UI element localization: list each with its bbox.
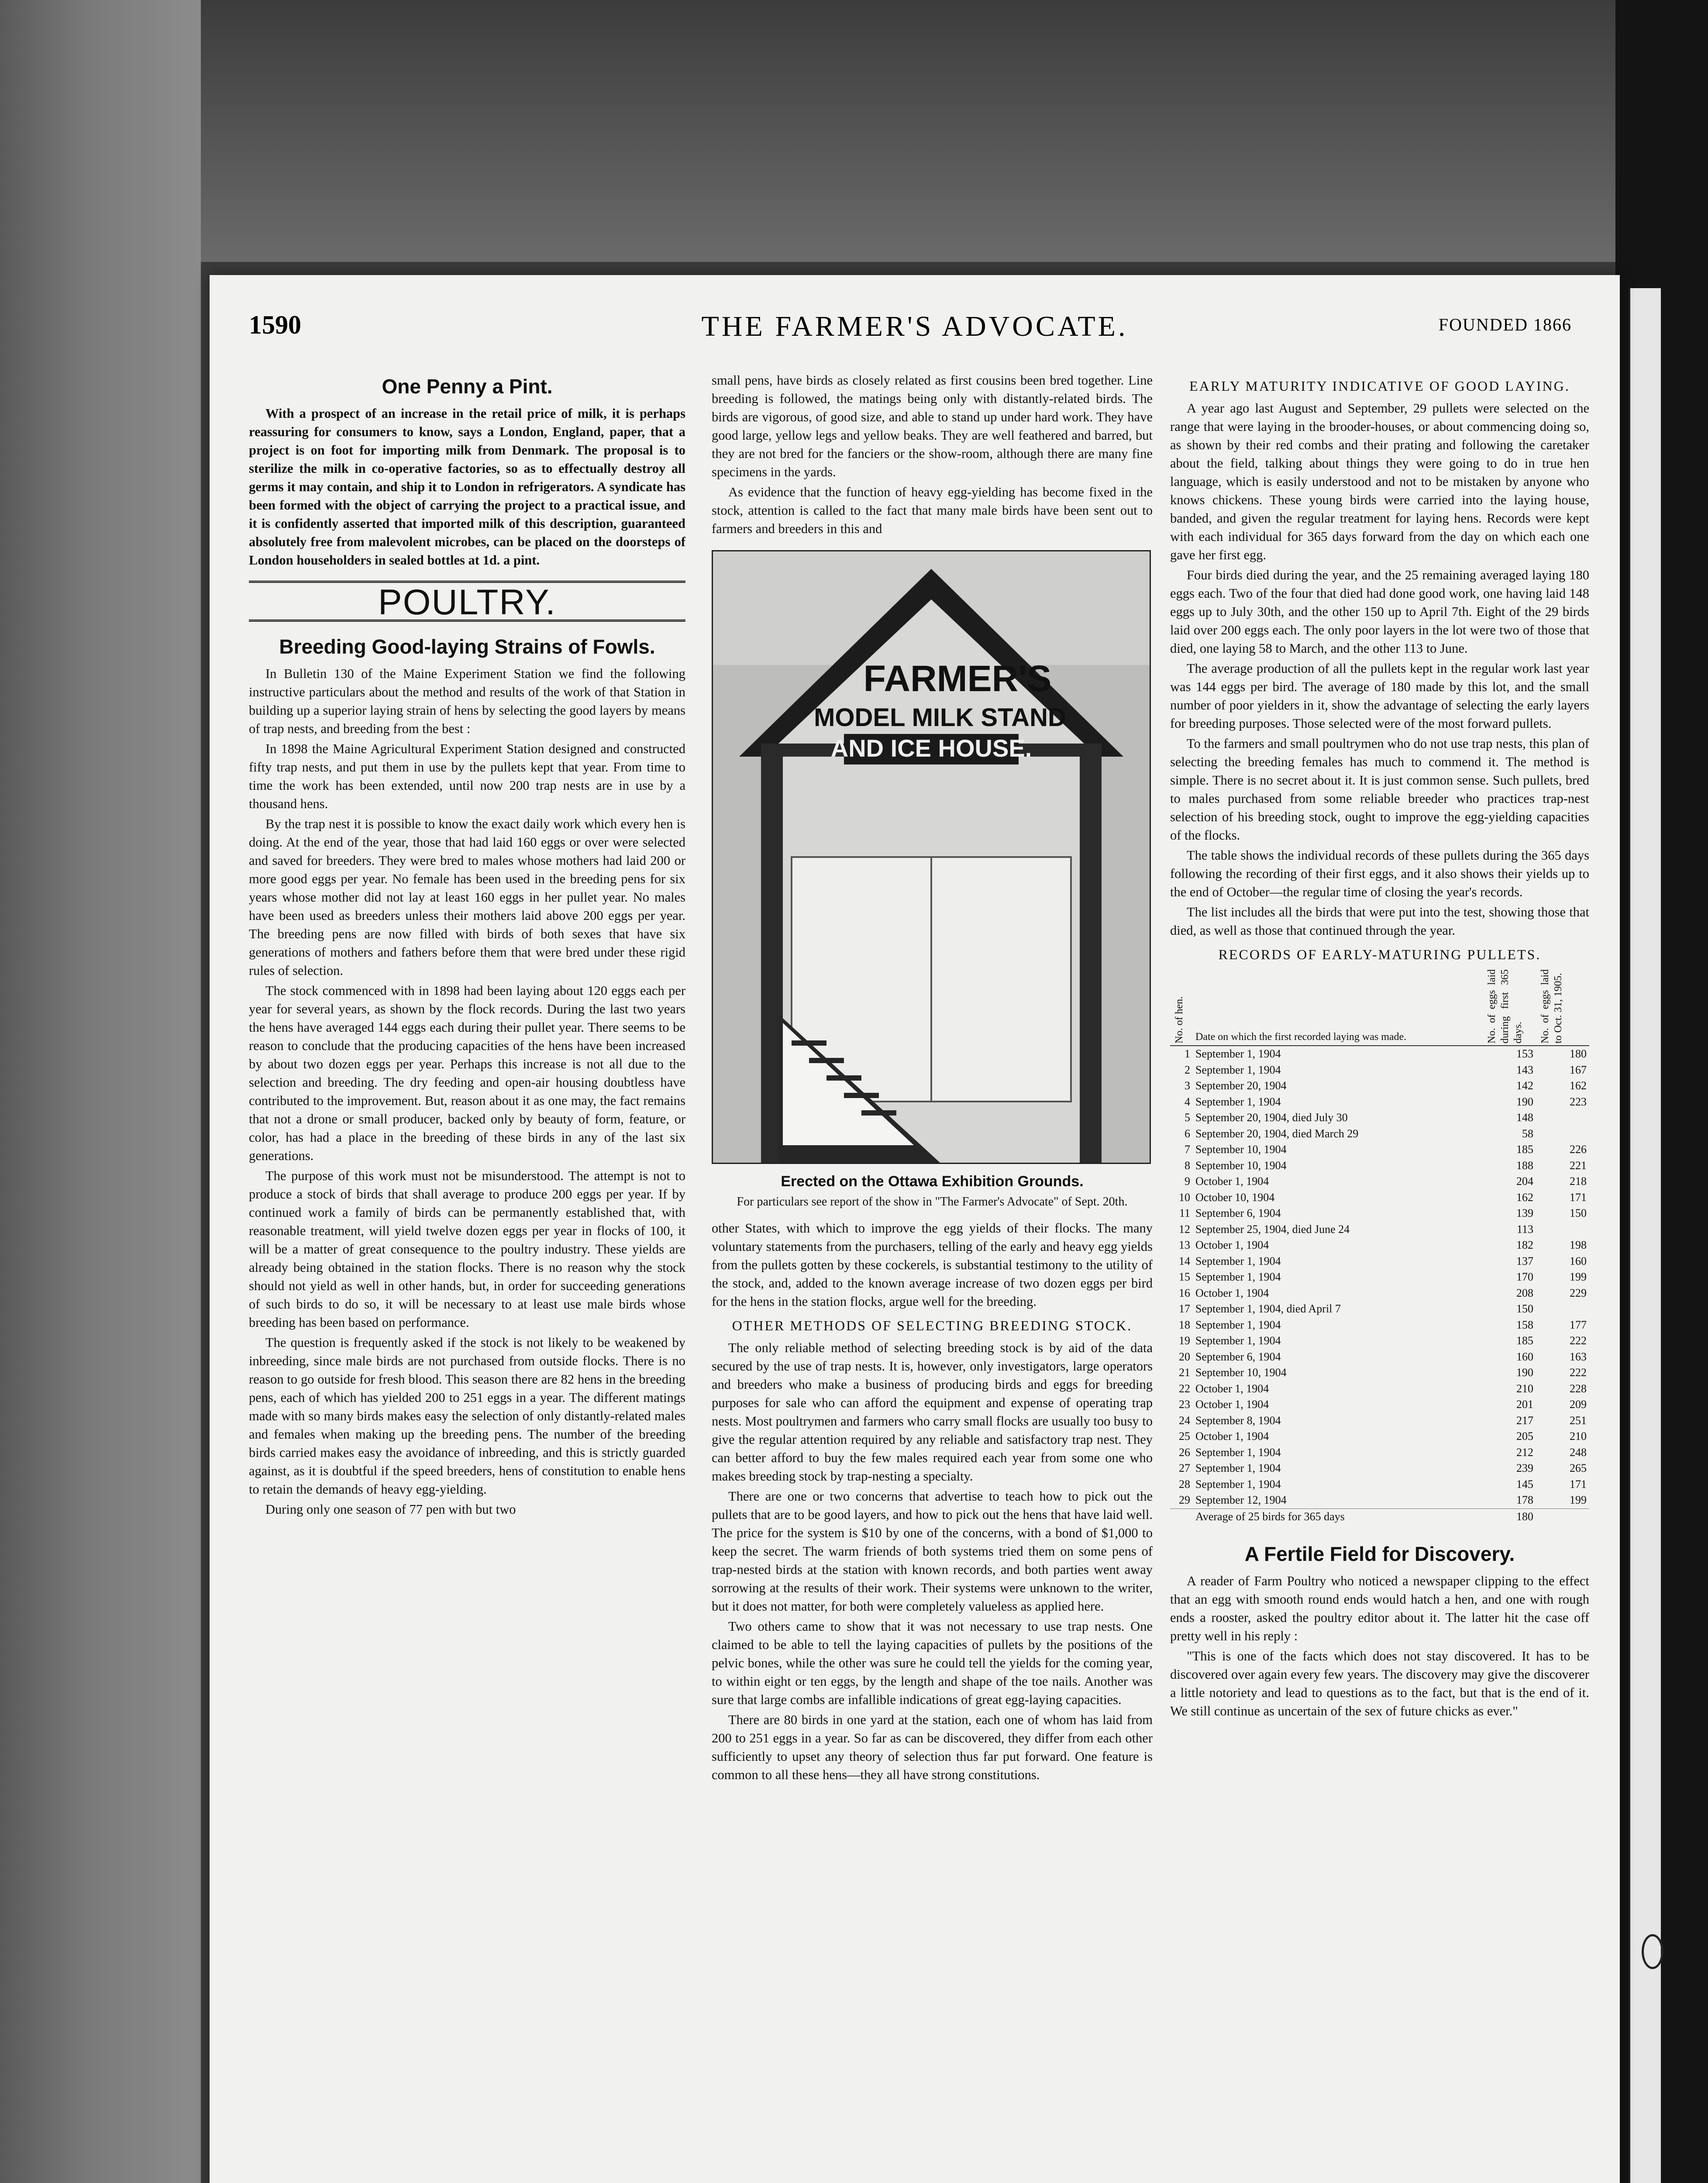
- paragraph: The table shows the individual records of these pullets during the 365 days following the recording of their first eggs, and it also shows their yields up to the end of October—the regular time of closing the year's records.: [1170, 848, 1589, 899]
- header-hen-number: No. of hen.: [1170, 968, 1193, 1046]
- date-cell: September 1, 1904: [1195, 1334, 1281, 1347]
- paragraph: With a prospect of an increase in the retail price of milk, it is perhaps reassuring for consumers to know, says a London, England, paper, that a project is on foot for importing milk from Denmark. The proposal is to sterilize the milk in co-operative factories, so as to effectually destroy all germs it may contain, and ship it to London in refrigerators. A syndicate has been formed with the object of carrying the project to a practical issue, and it is confidently asserted that imported milk of this description, guaranteed absolutely free from malevolent microbes, can be placed on the doorsteps of London householders in sealed bottles at 1d. a pint.: [249, 406, 685, 568]
- column-right: [1170, 371, 1589, 1722]
- eggs-365-cell: 170: [1516, 1271, 1533, 1283]
- table-row: [1170, 1126, 1589, 1142]
- table-row: [1170, 1365, 1589, 1381]
- eggs-oct31-cell: 162: [1570, 1079, 1587, 1092]
- eggs-oct31-cell: 171: [1570, 1191, 1587, 1204]
- poultry-section-title: POULTRY.: [249, 581, 685, 622]
- date-cell: September 1, 1904, died April 7: [1195, 1302, 1341, 1315]
- eggs-oct31-cell: 177: [1570, 1318, 1587, 1331]
- newspaper-page: [210, 275, 1620, 2183]
- date-cell: September 1, 1904: [1195, 1271, 1281, 1283]
- table-row: [1170, 1094, 1589, 1110]
- scan-background-left: [0, 0, 201, 2183]
- date-cell: September 1, 1904: [1195, 1477, 1281, 1491]
- date-cell: September 1, 1904: [1195, 1047, 1281, 1060]
- eggs-oct31-cell: [1536, 1126, 1589, 1142]
- date-cell: September 10, 1904: [1195, 1366, 1287, 1379]
- table-row: [1170, 1349, 1589, 1365]
- table-row: [1170, 1062, 1589, 1078]
- date-cell: September 12, 1904: [1195, 1494, 1287, 1506]
- eggs-365-cell: 185: [1516, 1334, 1533, 1347]
- table-row: [1170, 1460, 1589, 1477]
- average-label: Average of 25 birds for 365 days: [1193, 1508, 1483, 1525]
- eggs-oct31-cell: 180: [1570, 1047, 1587, 1060]
- date-cell: September 1, 1904: [1195, 1063, 1281, 1076]
- paragraph: Four birds died during the year, and the 25 remaining averaged laying 180 eggs each. Two of the four that died had done good work, one having laid 148 eggs up to July 30th, and the other 150 up to April 7th. Eight of the 29 birds laid over 200 eggs each. The only poor layers in the lot were two of those that died, one laying 58 to March, and the other 113 to June.: [1170, 568, 1589, 656]
- date-cell: September 1, 1904: [1195, 1318, 1281, 1331]
- eggs-365-cell: 178: [1516, 1494, 1533, 1506]
- eggs-oct31-cell: 210: [1570, 1430, 1587, 1443]
- paragraph: By the trap nest it is possible to know the exact daily work which every hen is doing. At the end of the year, those that had laid 160 eggs or over were selected and saved for breeders. They were bred to males whose mothers had laid 200 or more good eggs per year. No female has been used in the breeding pens for six years whose mother did not lay at least 160 eggs in her pullet year. No males have been used as breeders unless their mothers laid above 200 eggs per year. The breeding pens are now filled with birds of both sexes that have six generations of mothers and fathers before them that were bred under these rigid rules of selection.: [249, 816, 685, 978]
- table-row: [1170, 1078, 1589, 1094]
- hen-number-cell: 23: [1179, 1398, 1190, 1411]
- hen-number-cell: 16: [1179, 1286, 1190, 1299]
- eggs-365-cell: 212: [1516, 1446, 1533, 1459]
- paragraph: There are one or two concerns that advertise to teach how to pick out the pullets that are to be good layers, and how to pick out the hens that have laid well. The price for the system is $10 by one of the concerns, with a bond of $1,000 to keep the secret. The warm friends of both systems tried them on some pens of trap-nested birds at the station with known records, and both parties went away sorrowing at the results of their work. Their systems were unknown to the writer, but it does not matter, for both were completely valueless as applied here.: [712, 1489, 1153, 1614]
- milk-stand-illustration: [713, 551, 1150, 1163]
- paragraph: The average production of all the pullets kept in the regular work last year was 144 eggs per bird. The average of 180 made by this lot, and the small number of poor yielders in it, show the advantage of selecting the early layers for breeding purposes. Those selected were of the most forward pullets.: [1170, 661, 1589, 731]
- eggs-365-cell: 190: [1516, 1366, 1533, 1379]
- founded-label: FOUNDED 1866: [1438, 315, 1572, 334]
- paragraph: other States, with which to improve the egg yields of their flocks. The many voluntary statements from the purchasers, telling of the early and heavy egg yields from the pullets gotten by these cockerels, is substantial testimony to the utility of the stock, and, added to the known average increase of two dozen eggs per bird for the hens in the station flocks, argue well for the breeding.: [712, 1221, 1153, 1309]
- scan-background-top: [0, 0, 1708, 262]
- eggs-oct31-cell: 221: [1570, 1159, 1587, 1172]
- eggs-365-cell: 143: [1516, 1063, 1533, 1076]
- hen-number-cell: 20: [1179, 1350, 1190, 1363]
- paragraph: In Bulletin 130 of the Maine Experiment Station we find the following instructive particulars about the method and results of the work of that Station in building up a superior laying strain of hens by selecting the good layers by means of trap nests, and breeding from the best :: [249, 666, 685, 736]
- hen-number-cell: 26: [1179, 1446, 1190, 1459]
- paragraph: The only reliable method of selecting breeding stock is by aid of the data secured by the use of trap nests. It is, however, only investigators, large operators and breeders who make a business of producing birds and eggs for breeding purposes for sale who can afford the equipment and expense of operating trap nests. Most poultrymen and farmers who carry small flocks are usually too busy to give the regular attention required by any reliable and satisfactory trap nest. They can better afford to buy the few males required each year from some one who makes breeding stock by trap-nesting a specialty.: [712, 1340, 1153, 1484]
- eggs-oct31-cell: 223: [1570, 1095, 1587, 1108]
- date-cell: September 6, 1904: [1195, 1350, 1281, 1363]
- eggs-365-cell: 185: [1516, 1143, 1533, 1156]
- eggs-365-cell: 182: [1516, 1239, 1533, 1251]
- eggs-oct31-cell: 265: [1570, 1462, 1587, 1474]
- eggs-365-cell: 137: [1516, 1254, 1533, 1267]
- eggs-oct31-cell: 163: [1570, 1350, 1587, 1363]
- paragraph: In 1898 the Maine Agricultural Experiment Station designed and constructed fifty trap nests, and put them in use by the pullets kept that year. From time to time the work has been extended, until now 200 trap nests are in use by a thousand hens.: [249, 741, 685, 811]
- hen-number-cell: 9: [1185, 1175, 1190, 1188]
- hen-number-cell: 25: [1179, 1430, 1190, 1443]
- header-first-laying-date: Date on which the first recorded laying was made.: [1193, 968, 1483, 1046]
- date-cell: September 1, 1904: [1195, 1254, 1281, 1267]
- eggs-365-cell: 158: [1516, 1318, 1533, 1331]
- eggs-oct31-cell: 248: [1570, 1446, 1587, 1459]
- paragraph: The list includes all the birds that were put into the test, showing those that died, as well as those that continued through the year.: [1170, 905, 1589, 938]
- hen-number-cell: 19: [1179, 1334, 1190, 1347]
- empty-cell: [1170, 1508, 1193, 1525]
- page-header: [210, 310, 1620, 362]
- column-middle: [712, 371, 1153, 1786]
- date-cell: October 1, 1904: [1195, 1382, 1269, 1395]
- hen-number-cell: 22: [1179, 1382, 1190, 1395]
- eggs-oct31-cell: [1536, 1110, 1589, 1126]
- hen-number-cell: 14: [1179, 1254, 1190, 1267]
- paragraph: A year ago last August and September, 29 pullets were selected on the range that were laying in the brooder-houses, or about commencing doing so, as shown by their red combs and their prating and following the caretaker about the field, talking about things they were going to do in true hen language, which is easily understood and not to be mistaken by anyone who knows chickens. These young birds were carried into the laying house, banded, and given the regular treatment for laying hens. Records were kept with each individual for 365 days forward from the day on which each one gave her first egg.: [1170, 401, 1589, 562]
- table-row: [1170, 1158, 1589, 1174]
- eggs-365-cell: 205: [1516, 1430, 1533, 1443]
- paragraph: Two others came to show that it was not necessary to use trap nests. One claimed to be able to tell the laying capacities of pullets by the positions of the pelvic bones, while the other was sure he could tell the yields for the coming year, to within eight or ten eggs, by the length and shape of the toe nails. Another was sure that large combs are infallible indications of great egg-laying capacities.: [712, 1619, 1153, 1707]
- hen-number-cell: 17: [1179, 1302, 1190, 1315]
- early-maturity-title: EARLY MATURITY INDICATIVE OF GOOD LAYING.: [1189, 378, 1570, 394]
- milk-article-title: One Penny a Pint.: [382, 375, 553, 398]
- eggs-365-cell: 162: [1516, 1191, 1533, 1204]
- eggs-365-cell: 239: [1516, 1462, 1533, 1474]
- date-cell: October 1, 1904: [1195, 1175, 1269, 1188]
- table-row: [1170, 1429, 1589, 1445]
- hen-number-cell: 10: [1179, 1191, 1190, 1204]
- hen-number-cell: 28: [1179, 1477, 1190, 1491]
- paragraph: There are 80 birds in one yard at the station, each one of whom has laid from 200 to 251 eggs in a year. So far as can be discovered, they differ from each other sufficiently to upset any theory of selection thus far put forward. One feature is common to all these hens—they all have strong constitutions.: [712, 1712, 1153, 1782]
- page-number: 1590: [249, 310, 301, 339]
- table-row: [1170, 1190, 1589, 1206]
- date-cell: September 1, 1904: [1195, 1446, 1281, 1459]
- date-cell: September 20, 1904, died March 29: [1195, 1127, 1359, 1140]
- date-cell: September 10, 1904: [1195, 1143, 1287, 1156]
- hen-number-cell: 8: [1185, 1159, 1190, 1172]
- table-row: [1170, 1253, 1589, 1270]
- hen-number-cell: 5: [1185, 1111, 1190, 1124]
- eggs-oct31-cell: 222: [1570, 1366, 1587, 1379]
- records-table-body: [1170, 1046, 1589, 1525]
- records-table: [1170, 968, 1589, 1525]
- table-row: [1170, 1237, 1589, 1253]
- table-row: [1170, 1477, 1589, 1493]
- eggs-365-cell: 160: [1516, 1350, 1533, 1363]
- date-cell: September 25, 1904, died June 24: [1195, 1222, 1350, 1236]
- hen-number-cell: 2: [1185, 1063, 1190, 1076]
- eggs-oct31-cell: 251: [1570, 1414, 1587, 1427]
- eggs-oct31-cell: 229: [1570, 1286, 1587, 1299]
- adjacent-page-edge: [1629, 288, 1661, 2183]
- paragraph: small pens, have birds as closely related as first cousins been bred together. Line breeding is followed, the matings being only with distantly-related birds. The birds are vigorous, of good size, and able to stand up under hard work. They have good large, yellow legs and yellow beaks. They are well feathered and barred, but they are not bred for the fanciers or the show-room, although there are many fine specimens in the yards.: [712, 373, 1153, 479]
- table-row: [1170, 1492, 1589, 1508]
- eggs-oct31-cell: 150: [1570, 1207, 1587, 1219]
- paragraph: A reader of Farm Poultry who noticed a newspaper clipping to the effect that an egg with smooth round ends would hatch a hen, and one with rough ends a rooster, asked the poultry editor about it. The latter hit the case off pretty well in his reply :: [1170, 1574, 1589, 1643]
- other-methods-title: OTHER METHODS OF SELECTING BREEDING STOCK.: [732, 1318, 1133, 1333]
- column-left: [249, 371, 685, 1520]
- eggs-oct31-cell: 226: [1570, 1143, 1587, 1156]
- eggs-oct31-cell: 199: [1570, 1271, 1587, 1283]
- masthead: THE FARMER'S ADVOCATE.: [701, 310, 1128, 342]
- eggs-365-cell: 204: [1516, 1175, 1533, 1188]
- table-row: [1170, 1046, 1589, 1062]
- hen-number-cell: 7: [1185, 1143, 1190, 1156]
- table-row: [1170, 1205, 1589, 1222]
- date-cell: September 8, 1904: [1195, 1414, 1281, 1427]
- fertile-article-title: A Fertile Field for Discovery.: [1244, 1543, 1515, 1565]
- eggs-365-cell: 188: [1516, 1159, 1533, 1172]
- eggs-365-cell: 201: [1516, 1398, 1533, 1411]
- eggs-oct31-cell: 222: [1570, 1334, 1587, 1347]
- date-cell: September 10, 1904: [1195, 1159, 1287, 1172]
- date-cell: September 20, 1904, died July 30: [1195, 1111, 1348, 1124]
- empty-cell: [1536, 1508, 1589, 1525]
- eggs-365-cell: 142: [1516, 1079, 1533, 1092]
- table-row: [1170, 1413, 1589, 1429]
- table-row: [1170, 1222, 1589, 1238]
- sign-line-2: MODEL MILK STAND: [814, 703, 1066, 732]
- hen-number-cell: 1: [1185, 1047, 1190, 1060]
- milk-stand-photo: [712, 550, 1151, 1164]
- paragraph: To the farmers and small poultrymen who do not use trap nests, this plan of selecting the breeding females has much to commend it. The method is simple. There is no secret about it. It is just common sense. Such pullets, bred to males purchased from some reliable breeder who practices trap-nest selection of his breeding stock, ought to improve the egg-yielding capacities of the flocks.: [1170, 736, 1589, 843]
- hen-number-cell: 15: [1179, 1271, 1190, 1283]
- sign-line-1: FARMER'S: [863, 658, 1052, 699]
- hen-number-cell: 6: [1185, 1127, 1190, 1140]
- eggs-365-cell: 210: [1516, 1382, 1533, 1395]
- table-row: [1170, 1174, 1589, 1190]
- figure-caption: Erected on the Ottawa Exhibition Grounds.: [781, 1173, 1084, 1190]
- date-cell: October 1, 1904: [1195, 1286, 1269, 1299]
- eggs-365-cell: 153: [1516, 1047, 1533, 1060]
- date-cell: September 1, 1904: [1195, 1095, 1281, 1108]
- table-row: [1170, 1142, 1589, 1158]
- table-header-row: [1170, 968, 1589, 1046]
- hen-number-cell: 18: [1179, 1318, 1190, 1331]
- paragraph: During only one season of 77 pen with but two: [265, 1502, 516, 1517]
- table-row: [1170, 1269, 1589, 1285]
- date-cell: September 1, 1904: [1195, 1462, 1281, 1474]
- paragraph: "This is one of the facts which does not stay discovered. It has to be discovered over again every few years. The discovery may give the discoverer a little notoriety and lead to questions as to the fact, but that is the end of it. We still continue as uncertain of the sex of future chicks as ever.": [1170, 1649, 1589, 1718]
- records-table-title: RECORDS OF EARLY-MATURING PULLETS.: [1218, 947, 1541, 962]
- eggs-365-cell: 208: [1516, 1286, 1533, 1299]
- header-eggs-oct31: No. of eggs laid to Oct. 31, 1905.: [1536, 968, 1589, 1046]
- eggs-365-cell: 113: [1516, 1222, 1533, 1236]
- eggs-365-cell: 190: [1516, 1095, 1533, 1108]
- eggs-365-cell: 139: [1516, 1207, 1533, 1219]
- eggs-oct31-cell: 171: [1570, 1477, 1587, 1491]
- date-cell: October 1, 1904: [1195, 1398, 1269, 1411]
- date-cell: October 1, 1904: [1195, 1239, 1269, 1251]
- eggs-365-cell: 150: [1516, 1302, 1533, 1315]
- eggs-365-cell: 217: [1516, 1414, 1533, 1427]
- paragraph: As evidence that the function of heavy egg-yielding has become fixed in the stock, attention is called to the fact that many male birds have been sent out to farmers and breeders in this and: [712, 485, 1153, 536]
- hen-number-cell: 11: [1179, 1207, 1190, 1219]
- table-row: [1170, 1381, 1589, 1397]
- hen-number-cell: 3: [1185, 1079, 1190, 1092]
- table-row: [1170, 1301, 1589, 1317]
- hen-number-cell: 13: [1179, 1239, 1190, 1251]
- date-cell: September 20, 1904: [1195, 1079, 1287, 1092]
- date-cell: September 6, 1904: [1195, 1207, 1281, 1219]
- table-average-row: [1170, 1508, 1589, 1525]
- eggs-365-cell: 145: [1516, 1477, 1533, 1491]
- eggs-oct31-cell: 218: [1570, 1175, 1587, 1188]
- eggs-oct31-cell: 198: [1570, 1239, 1587, 1251]
- milk-article-body: [249, 404, 685, 569]
- date-cell: October 10, 1904: [1195, 1191, 1275, 1204]
- eggs-365-cell: 148: [1516, 1111, 1533, 1124]
- header-eggs-365: No. of eggs laid during first 365 days.: [1483, 968, 1536, 1046]
- eggs-oct31-cell: [1536, 1301, 1589, 1317]
- eggs-oct31-cell: [1536, 1222, 1589, 1238]
- hen-number-cell: 29: [1179, 1494, 1190, 1506]
- eggs-365-cell: 58: [1522, 1127, 1533, 1140]
- eggs-oct31-cell: 160: [1570, 1254, 1587, 1267]
- breeding-article-title: Breeding Good-laying Strains of Fowls.: [279, 635, 655, 658]
- hen-number-cell: 4: [1185, 1095, 1190, 1108]
- figure: [712, 550, 1153, 1210]
- paragraph: The question is frequently asked if the stock is not likely to be weakened by inbreeding, since male birds are not purchased from outside flocks. There is no reason to go outside for fresh blood. This season there are 82 hens in the breeding pens, each of which has yielded 200 to 251 eggs in a year. The different matings made with so many birds makes easy the selection of only distantly-related males and females when making up the breeding pens. The number of the breeding birds carried makes easy the avoidance of inbreeding, and this is strictly guarded against, as it is doubtful if the speed breeders, hens of constitution to enable hens to retain the demands of heavy egg-yielding.: [249, 1335, 685, 1497]
- eggs-oct31-cell: 228: [1570, 1382, 1587, 1395]
- average-value: 180: [1483, 1508, 1536, 1525]
- figure-caption-sub: For particulars see report of the show in "The Farmer's Advocate" of Sept. 20th.: [737, 1195, 1128, 1209]
- table-row: [1170, 1397, 1589, 1413]
- eggs-oct31-cell: 199: [1570, 1494, 1587, 1506]
- hen-number-cell: 12: [1179, 1222, 1190, 1236]
- hen-number-cell: 24: [1179, 1414, 1190, 1427]
- paragraph: The purpose of this work must not be misunderstood. The attempt is not to produce a stock of birds that shall average to produce 200 eggs per year. If by continued work a family of birds can be permanently established that, with reasonable treatment, will yield twelve dozen eggs per year in flocks of 100, it will be a matter of great consequence to the poultry industry. These yields are already being obtained in the station flocks. There is no reason why the stock should not yield as well in other hands, but, in order for succeeding generations of such birds to do so, it will be necessary to at least use male birds whose breeding has been based on performance.: [249, 1168, 685, 1330]
- table-row: [1170, 1333, 1589, 1349]
- sign-line-3: AND ICE HOUSE.: [830, 734, 1032, 762]
- eggs-oct31-cell: 167: [1570, 1063, 1587, 1076]
- hen-number-cell: 21: [1179, 1366, 1190, 1379]
- table-row: [1170, 1110, 1589, 1126]
- table-row: [1170, 1445, 1589, 1461]
- eggs-oct31-cell: 209: [1570, 1398, 1587, 1411]
- table-row: [1170, 1285, 1589, 1302]
- paragraph: The stock commenced with in 1898 had been laying about 120 eggs each per year for several years, as shown by the flock records. During the last two years the hens have averaged 144 eggs each during their pullet year. There seems to be reason to conclude that the producing capacities of the hens have been increased by about two dozen eggs per year. Perhaps this increase is not all due to the selection and breeding. The dry feeding and open-air housing doubtless have contributed to the improvement. But, reason about it as one may, the fact remains that not a drone or small producer, backed only by beauty of form, feature, or color, has had a place in the breeding of these birds in any of the last six generations.: [249, 983, 685, 1163]
- table-row: [1170, 1317, 1589, 1333]
- date-cell: October 1, 1904: [1195, 1430, 1269, 1443]
- binder-ring-icon: [1642, 1934, 1663, 1969]
- hen-number-cell: 27: [1179, 1462, 1190, 1474]
